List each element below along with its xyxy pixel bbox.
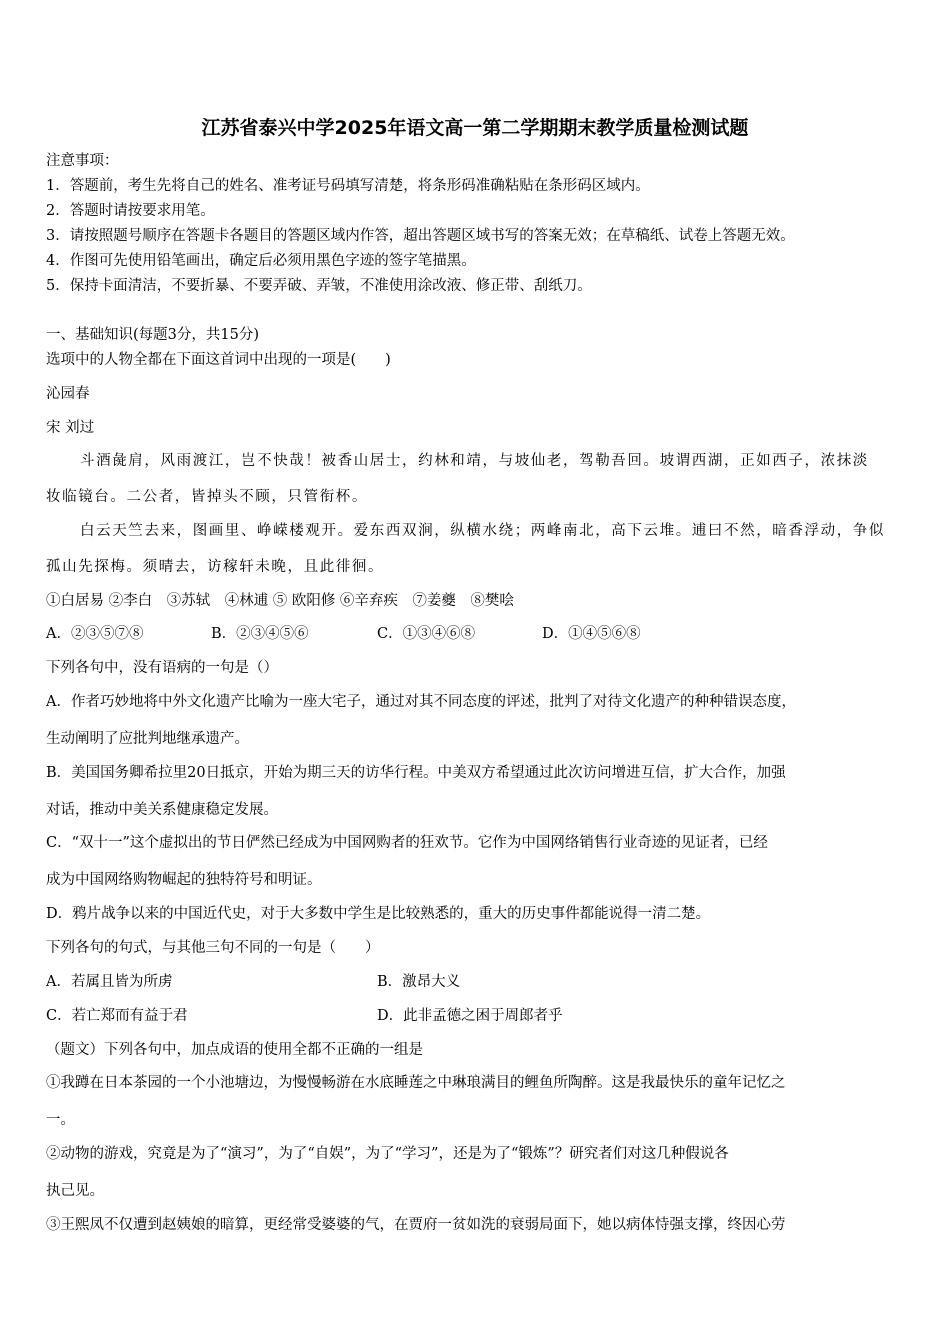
option-b-cont: 对话，推动中美关系健康稳定发展。	[46, 802, 278, 818]
notice-item: 5．保持卡面清洁，不要折暴、不要弄破、弄皱，不准使用涂改液、修正带、刮纸刀。	[46, 278, 592, 294]
page-title: 江苏省泰兴中学2025年语文高一第二学期期末教学质量检测试题	[201, 117, 749, 139]
option-a[interactable]: A．作者巧妙地将中外文化遗产比喻为一座大宅子，通过对其不同态度的评述，批判了对待文化遗产的种种错误态度，	[46, 694, 796, 710]
question-2-stem: 下列各句中，没有语病的一句是（）	[46, 660, 278, 676]
notice-item: 2．答题时请按要求用笔。	[46, 203, 215, 219]
option-c[interactable]: C．①③④⑥⑧	[377, 626, 476, 642]
question-4-stem: （题文）下列各句中，加点成语的使用全都不正确的一组是	[46, 1042, 423, 1058]
option-b[interactable]: B．美国国务卿希拉里20日抵京，开始为期三天的访华行程。中美双方希望通过此次访问增进互信，扩大合作，加强	[46, 765, 786, 781]
poem-line: 妆临镜台。二公者，皆掉头不顾，只管衔杯。	[46, 489, 368, 505]
option-c[interactable]: C．“双十一”这个虚拟出的节日俨然已经成为中国网购者的狂欢节。它作为中国网络销售行业奇迹的见证者，已经	[46, 835, 768, 851]
statement-3: ③王熙凤不仅遭到赵姨娘的暗算，更经常受婆婆的气，在贾府一贫如洗的衰弱局面下，她以病体恃强支撑，终因心劳	[46, 1217, 786, 1233]
notice-heading: 注意事项：	[46, 153, 119, 169]
poem-line: 孤山先探梅。须晴去，访稼轩未晚，且此徘徊。	[46, 559, 385, 575]
option-d[interactable]: D．鸦片战争以来的中国近代史，对于大多数中学生是比较熟悉的，重大的历史事件都能说得一清二楚。	[46, 906, 711, 922]
option-a[interactable]: A．②③⑤⑦⑧	[46, 626, 144, 642]
option-a-cont: 生动阐明了应批判地继承遗产。	[46, 731, 249, 747]
poem-author: 宋 刘过	[46, 420, 95, 436]
option-d[interactable]: D．此非孟德之困于周郎者乎	[377, 1008, 563, 1024]
option-d[interactable]: D．①④⑤⑥⑧	[542, 626, 641, 642]
notice-item: 3．请按照题号顺序在答题卡各题目的答题区域内作答，超出答题区域书写的答案无效；在草稿纸、试卷上答题无效。	[46, 228, 795, 244]
option-b[interactable]: B．激昂大义	[377, 974, 461, 990]
option-c[interactable]: C．若亡郑而有益于君	[46, 1008, 188, 1024]
statement-2: ②动物的游戏，究竟是为了“演习”，为了“自娱”，为了“学习”，还是为了“锻炼”？研究者们对这几种假说各	[46, 1146, 729, 1162]
notice-item: 4．作图可先使用铅笔画出，确定后必须用黑色字迹的签字笔描黑。	[46, 253, 476, 269]
poem-title: 沁园春	[46, 386, 90, 402]
statement-1-cont: 一。	[46, 1112, 75, 1128]
question-3-stem: 下列各句的句式，与其他三句不同的一句是（ ）	[46, 940, 380, 956]
people-list: ①白居易 ②李白 ③苏轼 ④林逋 ⑤ 欧阳修 ⑥辛弃疾 ⑦姜夔 ⑧樊哙	[46, 593, 514, 609]
option-b[interactable]: B．②③④⑤⑥	[211, 626, 309, 642]
option-c-cont: 成为中国网络购物崛起的独特符号和明证。	[46, 872, 322, 888]
poem-line: 白云天竺去来，图画里、峥嵘楼观开。爱东西双涧，纵横水绕；两峰南北，高下云堆。逋曰不然，暗香浮动，争似	[80, 523, 885, 539]
statement-2-cont: 执己见。	[46, 1183, 104, 1199]
poem-line: 斗酒彘肩，风雨渡江，岂不快哉！被香山居士，约林和靖，与坡仙老，驾勒吾回。坡谓西湖，正如西子，浓抹淡	[80, 453, 869, 469]
question-1-stem: 选项中的人物全都在下面这首词中出现的一项是( )	[46, 352, 391, 368]
statement-1: ①我蹲在日本茶园的一个小池塘边，为慢慢畅游在水底睡莲之中琳琅满目的鲤鱼所陶醉。这是我最快乐的童年记忆之	[46, 1075, 786, 1091]
section-heading: 一、基础知识(每题3分，共15分)	[46, 327, 259, 343]
notice-item: 1．答题前，考生先将自己的姓名、准考证号码填写清楚，将条形码准确粘贴在条形码区域内。	[46, 178, 650, 194]
option-a[interactable]: A．若属且皆为所虏	[46, 974, 173, 990]
